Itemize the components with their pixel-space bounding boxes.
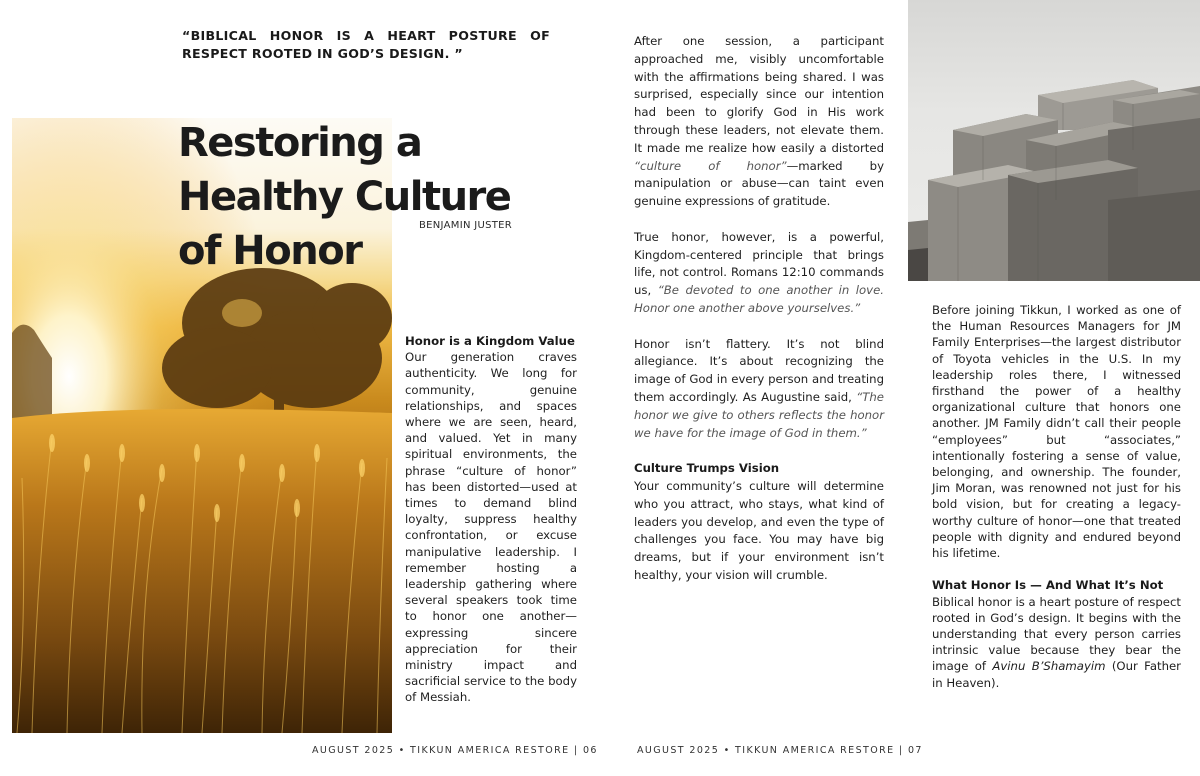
paragraph-flattery: Honor isn’t flattery. It’s not blind allegiance. It’s about recognizing the image of God in every person and treating them accordingly. As Augustine said, “The honor we give to others reflects the honor we have for the image of God in them.” (634, 336, 884, 440)
section-heading-kingdom-value: Honor is a Kingdom Value (405, 334, 575, 348)
architecture-illustration (908, 0, 1200, 281)
pull-quote: “BIBLICAL HONOR IS A HEART POSTURE OF RESPECT ROOTED IN GOD’S DESIGN. ” (182, 28, 550, 61)
paragraph-jm-family: Before joining Tikkun, I worked as one of the Human Resources Managers for JM Family Enterprises—the largest distributor of Toyota vehicles in the U.S. In my leadership roles there, I witnessed firsthand the power of a healthy organizational culture that honors one another. JM Family didn’t call their people “employees” but “associates,” intentionally fostering a sense of value, belonging, and ownership. The founder, Jim Moran, was renowned not just for his bold vision, but for creating a legacy-worthy culture of honor—one that treated people with dignity and endured beyond his lifetime. (932, 303, 1181, 561)
title-line-3: of Honor (178, 228, 362, 274)
italic-quote: “culture of honor” (634, 158, 787, 173)
paragraph-true-honor: True honor, however, is a powerful, Kingdom-centered principle that brings life, not control. Romans 12:10 commands us, “Be devoted to one another in love. Honor one another above yourselves.” (634, 229, 884, 315)
concrete-blocks-architecture-photo (908, 0, 1200, 281)
footer-page-06: AUGUST 2025 • TIKKUN AMERICA RESTORE | 06 (312, 745, 598, 756)
footer-page-07: AUGUST 2025 • TIKKUN AMERICA RESTORE | 07 (637, 745, 923, 756)
article-title (178, 116, 538, 278)
author-byline: BENJAMIN JUSTER (419, 220, 513, 231)
section-heading-what-honor-is: What Honor Is — And What It’s Not (932, 578, 1164, 593)
title-line-1: Restoring a (178, 120, 422, 166)
paragraph-participant: After one session, a participant approached me, visibly uncomfortable with the affirmations being shared. I was surprised, especially since our intention had been to glorify God in His work through these leaders, not elevate them. It made me realize how easily a distorted “culture of honor”—marked by manipulation or abuse—can taint even genuine expressions of gratitude. (634, 34, 884, 209)
title-line-2: Healthy Culture (178, 174, 511, 220)
middle-text-column (634, 33, 884, 585)
paragraph-authenticity: Our generation craves authenticity. We long for community, genuine relationships, and spaces where we are seen, heard, and valued. Yet in many spiritual environments, the phrase “culture of honor” has been distorted—used at times to demand blind loyalty, suppress healthy confrontation, or excuse manipulative leadership. I remember hosting a leadership gathering where several speakers took time to honor one another—expressing sincere appreciation for their ministry impact and sacrificial service to the body of Messiah. (405, 350, 577, 705)
augustine-quote: “The honor we give to others reflects the honor we have for the image of God in them.” (634, 389, 884, 440)
paragraph-community-culture: Your community’s culture will determine who you attract, who stays, what kind of leaders you develop, and even the type of challenges you face. You may have big dreams, but if your environment isn’t healthy, your vision will crumble. (634, 478, 884, 582)
section-heading-culture-vision: Culture Trumps Vision (634, 461, 780, 476)
avinu-phrase: Avinu B’Shamayim (992, 659, 1106, 674)
paragraph-biblical-honor: Biblical honor is a heart posture of respect rooted in God’s design. It begins with the understanding that every person carries intrinsic value because they bear the image of Avinu B’Shamayim (Our Father in Heaven). (932, 594, 1181, 690)
romans-quote: “Be devoted to one another in love. Honor one another above yourselves.” (634, 283, 884, 315)
left-text-column (405, 333, 577, 706)
right-text-column (932, 302, 1181, 691)
